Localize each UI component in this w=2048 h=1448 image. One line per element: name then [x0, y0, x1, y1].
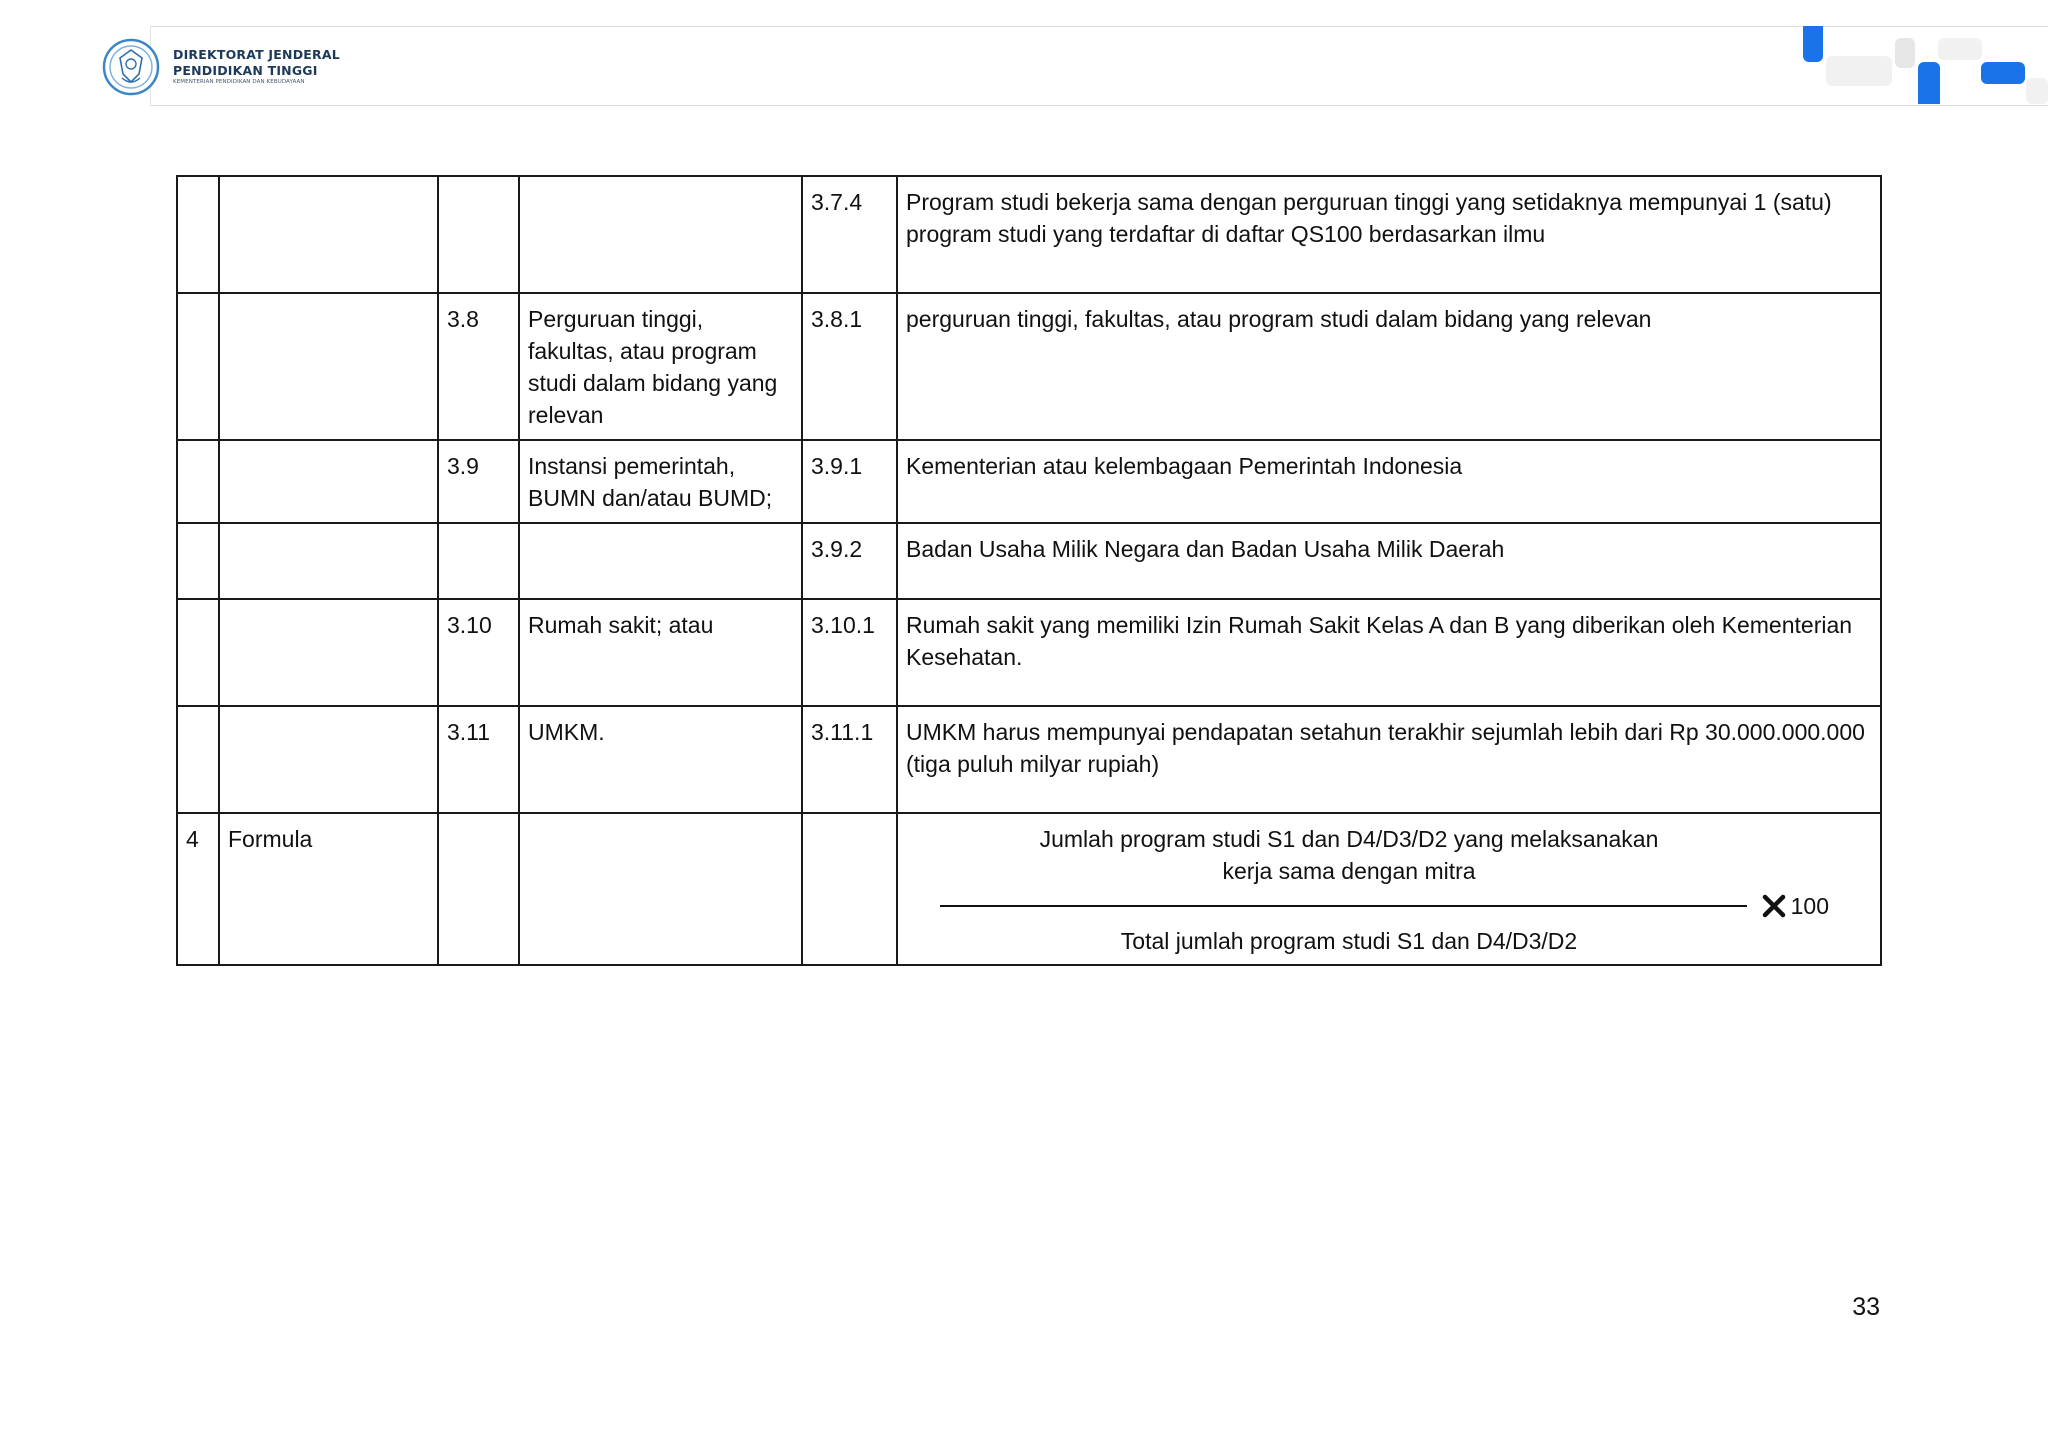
formula-numerator-line: kerja sama dengan mitra [1222, 858, 1476, 884]
table-row [177, 599, 1881, 706]
header-decor-blue-block [1981, 62, 2025, 84]
cell-no [177, 176, 219, 293]
cell-aspect [219, 523, 438, 599]
page-number: 33 [1852, 1293, 1880, 1321]
cell-item: UMKM. [519, 706, 802, 813]
cell-item [519, 813, 802, 965]
cell-item: Rumah sakit; atau [519, 599, 802, 706]
header-decor-gray-block [1826, 56, 1892, 86]
header-decor-blue-block [1918, 62, 1940, 104]
cell-subcode: 3.7.4 [802, 176, 897, 293]
table-row [177, 440, 1881, 523]
cell-description: Rumah sakit yang memiliki Izin Rumah Sakit Kelas A dan B yang diberikan oleh Kementerian Kesehatan. [897, 599, 1881, 706]
cell-no [177, 293, 219, 440]
table-row [177, 293, 1881, 440]
cell-code: 3.10 [438, 599, 519, 706]
cell-no [177, 523, 219, 599]
cell-no: 4 [177, 813, 219, 965]
cell-description: UMKM harus mempunyai pendapatan setahun terakhir sejumlah lebih dari Rp 30.000.000.000 (tiga puluh milyar rupiah) [897, 706, 1881, 813]
cell-description: Kementerian atau kelembagaan Pemerintah Indonesia [897, 440, 1881, 523]
cell-item: Perguruan tinggi, fakultas, atau program studi dalam bidang yang relevan [519, 293, 802, 440]
cell-no [177, 440, 219, 523]
formula-denominator: Total jumlah program studi S1 dan D4/D3/D2 [1120, 928, 1578, 954]
cell-subcode [802, 813, 897, 965]
formula-numerator [906, 823, 1872, 887]
formula-fraction-bar-row [906, 887, 1872, 925]
logo-wordmark [173, 49, 340, 86]
formula-multiplier-value: 100 [1790, 893, 1829, 919]
cell-no [177, 706, 219, 813]
table-row [177, 176, 1881, 293]
cell-aspect [219, 176, 438, 293]
header-decor-gray-block [1938, 38, 1982, 60]
cell-aspect [219, 599, 438, 706]
header-decor-gray-block [1895, 38, 1915, 68]
cell-description: perguruan tinggi, fakultas, atau program studi dalam bidang yang relevan [897, 293, 1881, 440]
cell-code: 3.8 [438, 293, 519, 440]
header-decor-gray-block [2026, 78, 2048, 104]
cell-code [438, 176, 519, 293]
header-decor-blue-block [1803, 26, 1823, 62]
cell-subcode: 3.8.1 [802, 293, 897, 440]
tut-wuri-handayani-seal-icon [102, 38, 160, 96]
cell-description: Program studi bekerja sama dengan perguruan tinggi yang setidaknya mempunyai 1 (satu) program studi yang terdaftar di daftar QS100 berdasarkan ilmu [897, 176, 1881, 293]
logo-line-ministry: KEMENTERIAN PENDIDIKAN DAN KEBUDAYAAN [173, 79, 305, 85]
cell-item [519, 176, 802, 293]
cell-aspect [219, 706, 438, 813]
formula-multiplier [1761, 890, 1829, 922]
cell-aspect [219, 293, 438, 440]
cell-aspect: Formula [219, 813, 438, 965]
cell-aspect [219, 440, 438, 523]
formula-cell [897, 813, 1881, 965]
cell-code [438, 813, 519, 965]
logo-line-higher-education: PENDIDIKAN TINGGI [173, 62, 318, 78]
cell-item: Instansi pemerintah, BUMN dan/atau BUMD; [519, 440, 802, 523]
cell-description: Badan Usaha Milik Negara dan Badan Usaha Milik Daerah [897, 523, 1881, 599]
multiply-icon [1761, 893, 1787, 919]
cell-no [177, 599, 219, 706]
formula-fraction-bar [940, 905, 1747, 907]
table-row [177, 523, 1881, 599]
cell-subcode: 3.10.1 [802, 599, 897, 706]
cell-item [519, 523, 802, 599]
page-header-band [150, 26, 2048, 106]
table-row [177, 706, 1881, 813]
formula-row [177, 813, 1881, 965]
formula-numerator-line: Jumlah program studi S1 dan D4/D3/D2 yang melaksanakan [1039, 826, 1659, 852]
cell-subcode: 3.9.1 [802, 440, 897, 523]
logo-line-directorate: DIREKTORAT JENDERAL [173, 47, 340, 62]
cell-code: 3.9 [438, 440, 519, 523]
cell-code [438, 523, 519, 599]
criteria-table [176, 175, 1882, 966]
cell-subcode: 3.9.2 [802, 523, 897, 599]
cell-code: 3.11 [438, 706, 519, 813]
cell-subcode: 3.11.1 [802, 706, 897, 813]
